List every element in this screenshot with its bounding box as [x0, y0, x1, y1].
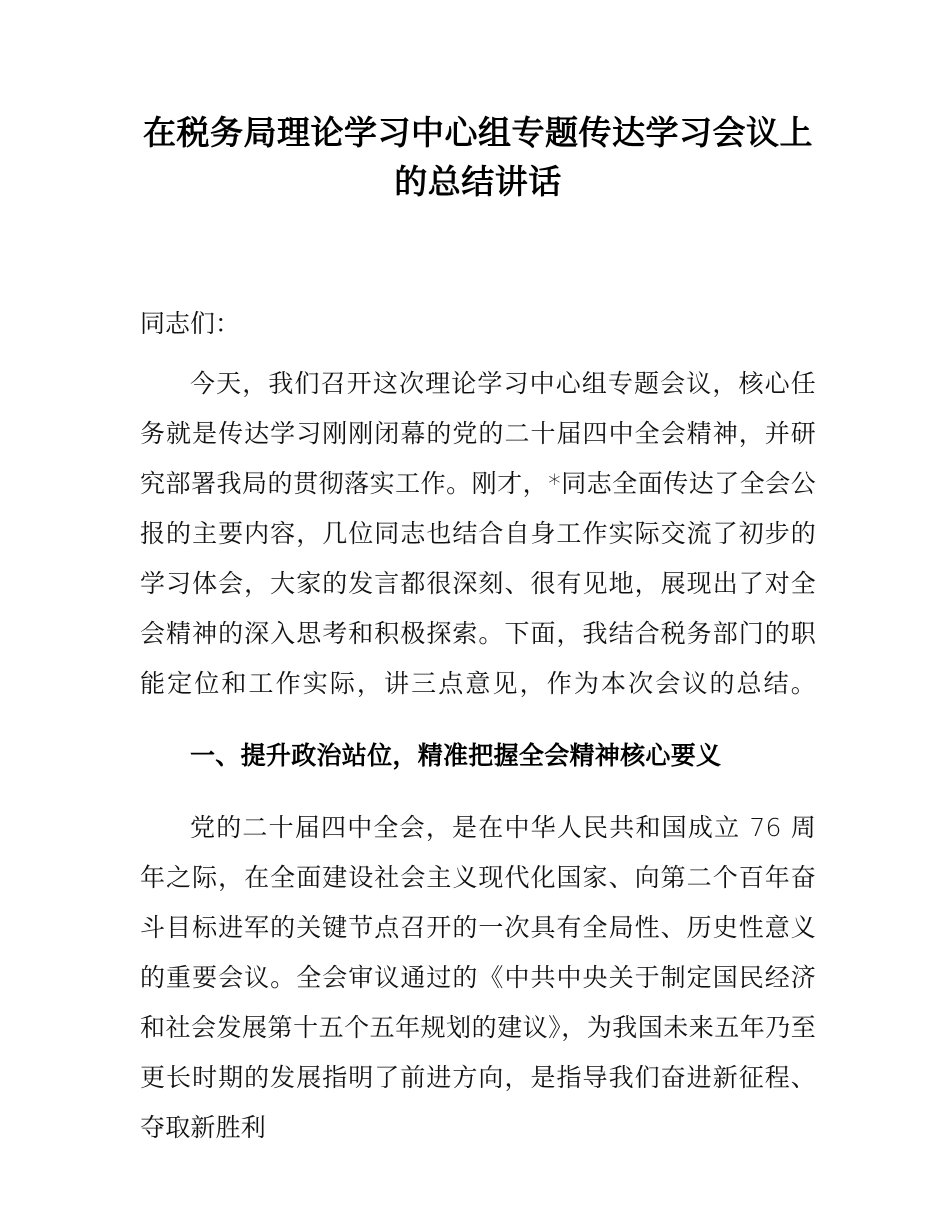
- salutation: 同志们：: [140, 309, 241, 338]
- section-heading-1: 一、提升政治站位，精准把握全会精神核心要义: [190, 741, 722, 770]
- section-1-paragraph-1: 党的二十届四中全会，是在中华人民共和国成立 76 周年之际，在全面建设社会主义现代化国家、向第二个百年奋斗目标进军的关键节点召开的一次具有全局性、历史性意义的重要会议。全会审议通过的《中共中央关于制定国民经济和社会发展第十五个五年规划的建议》，为我国未来五年乃至更长时期的发展指明了前进方向，是指导我们奋进新征程、夺取新胜利: [140, 813, 816, 1142]
- intro-paragraph: 今天，我们召开这次理论学习中心组专题会议，核心任务就是传达学习刚刚闭幕的党的二十届四中全会精神，并研究部署我局的贯彻落实工作。刚才，*同志全面传达了全会公报的主要内容，几位同志也结合自身工作实际交流了初步的学习体会，大家的发言都很深刻、很有见地，展现出了对全会精神的深入思考和积极探索。下面，我结合税务部门的职能定位和工作实际，讲三点意见，作为本次会议的总结。: [140, 369, 816, 698]
- document-body: [140, 0, 816, 1153]
- spacer: [140, 349, 816, 359]
- page-title: 在税务局理论学习中心组专题传达学习会议上的总结讲话: [143, 113, 813, 201]
